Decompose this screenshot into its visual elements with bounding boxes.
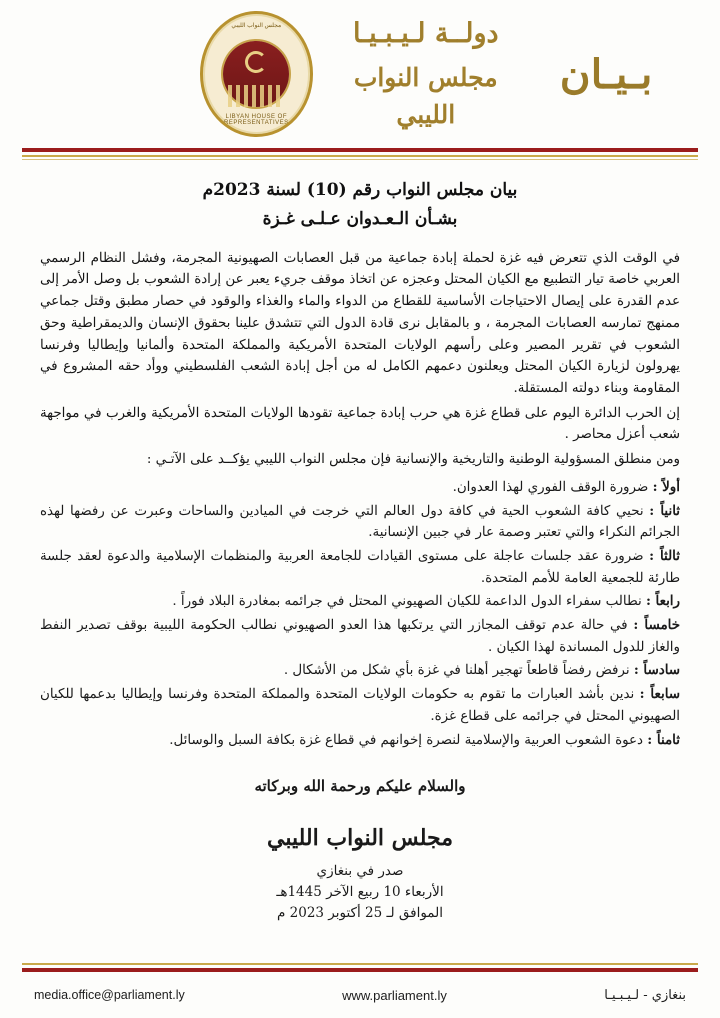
clause-item [40, 730, 680, 752]
salutation: والسلام عليكم ورحمة الله وبركاته [254, 777, 466, 796]
document-content [0, 160, 720, 929]
header-divider-gold [22, 155, 698, 157]
signature-date-gregorian: الموافق لـ 25 أكتوبر 2023 م [277, 905, 443, 922]
footer-email[interactable]: media.office@parliament.ly [34, 988, 185, 1002]
clause-item [40, 477, 680, 499]
paragraph: إن الحرب الدائرة اليوم على قطاع غزة هي حرب إبادة جماعية تقودها الولايات المتحدة الأمريكية والغرب في مواجهة شعب أعزل محاصر . [40, 405, 680, 443]
parliament-emblem-icon [200, 11, 314, 137]
header-divider-red [22, 148, 698, 152]
clause-item [40, 615, 680, 658]
clause-item [40, 660, 680, 682]
clause-text: نطالب سفراء الدول الداعمة للكيان الصهيوني المحتل في جرائمه بمغادرة البلاد فوراً . [172, 594, 642, 610]
document-header [0, 0, 720, 148]
signature-organization: مجلس النواب الليبي [267, 825, 453, 852]
footer-bar [0, 972, 720, 1018]
signature-block [40, 825, 680, 921]
header-center-group [200, 11, 521, 137]
clause-item [40, 684, 680, 727]
clause-lead: رابعاً : [645, 593, 680, 610]
emblem-inner-shape [223, 41, 289, 107]
signature-date-hijri: الأربعاء 10 ربيع الآخر 1445هـ [276, 884, 444, 901]
bayan-label: بـيـان [559, 50, 653, 98]
signature-place: صدر في بنغازي [316, 863, 404, 880]
state-name: دولــة لـيـبـيـا [352, 18, 499, 50]
clause-text: نرفض رفضاً قاطعاً تهجير أهلنا في غزة بأي شكل من الأشكال . [283, 663, 630, 679]
footer-website[interactable]: www.parliament.ly [342, 987, 447, 1003]
clause-lead: خامساً : [633, 617, 680, 634]
document-footer [0, 963, 720, 1018]
clause-item [40, 501, 680, 544]
clause-lead: سابعاً : [639, 686, 680, 703]
clause-item [40, 546, 680, 589]
clause-lead: ثانياً : [649, 502, 681, 519]
clause-text: دعوة الشعوب العربية والإسلامية لنصرة إخوانهم في قطاع غزة بكافة السبل والوسائل. [169, 732, 644, 748]
clause-text: ضرورة الوقف الفوري لهذا العدوان. [452, 479, 649, 495]
paragraph: في الوقت الذي تتعرض فيه غزة لحملة إبادة جماعية من قبل العصابات الصهيونية المجرمة، وفشل النظام الرسمي العربي خاصة تيار التطبيع مع الكيان المحتل وعجزه عن اتخاذ موقف جريء يعبر عن إرادة الشعوب بل وصل الأمر إلى عدم القدرة على إيصال الاحتياجات الأساسية للقطاع من الدواء والماء والغذاء والوقود في حصار مطبق وقتل جماعي ممنهج تمارسه العصابات المجرمة ، و بالمقابل نرى قادة الدول التي تتشدق علينا بحقوق الإنسان والديمقراطية وحق الشعوب في تقرير المصير وعلى رأسهم الولايات المتحدة الأمريكية والمملكة المتحدة وألمانيا وإيطاليا وفرنسا يهرولون لزيارة الكيان المحتل ويعلنون دعمهم الكامل له من أجل إبادة الشعب الفلسطيني ووأد حقه المشروع في المقاومة وبناء دولته المستقلة. [40, 250, 680, 396]
footer-location: بنغازي - لـيـبـيـا [604, 987, 686, 1003]
clause-item [40, 591, 680, 613]
clauses-list [40, 477, 680, 751]
body-paragraphs [40, 248, 680, 471]
clause-text: ضرورة عقد جلسات عاجلة على مستوى القيادات للجامعة العربية والمنظمات الإسلامية والدعوة لعقد جلسة طارئة للجمعية العامة للأمم المتحدة. [40, 548, 680, 586]
clause-lead: ثالثاً : [649, 547, 680, 564]
header-right-word [520, 51, 692, 98]
clause-lead: ثامناً : [647, 731, 680, 748]
page-title [40, 176, 680, 234]
parliament-name: مجلس النواب الليبي [353, 62, 498, 130]
footer-divider-gold [22, 963, 698, 965]
clause-text: ندين بأشد العبارات ما تقوم به حكومات الولايات المتحدة والمملكة المتحدة وفرنسا وإيطاليا بدعمها للكيان الصهيوني المحتل في جرائمه على قطاع غزة. [40, 687, 680, 724]
clause-text: نحيي كافة الشعوب الحية في كافة دول العالم التي خرجت في الميادين والساحات وعبرت عن رفضها لهذه الجرائم النكراء والتي تعتبر وصمة عار في جبين الإنسانية. [40, 503, 680, 541]
state-titles [331, 14, 520, 134]
title-line-2: بشـأن الـعـدوان عـلـى غـزة [262, 208, 458, 229]
clause-lead: أولاً : [652, 478, 680, 495]
title-line-1: بيان مجلس النواب رقم (10) لسنة 2023م [202, 180, 518, 200]
emblem-bottom-text: LIBYAN HOUSE OF REPRESENTATIVES [224, 114, 289, 126]
paragraph: ومن منطلق المسؤولية الوطنية والتاريخية والإنسانية فإن مجلس النواب الليبي يؤكــد على الآتـي : [146, 452, 680, 468]
emblem-top-text: مجلس النواب الليبي [231, 23, 282, 29]
clause-text: في حالة عدم توقف المجازر التي يرتكبها هذا العدو الصهيوني نطالب الحكومة الليبية بوقف تصدير النفط والغاز للدول المساندة لهذا الكيان . [40, 618, 680, 655]
clause-lead: سادساً : [633, 662, 680, 679]
